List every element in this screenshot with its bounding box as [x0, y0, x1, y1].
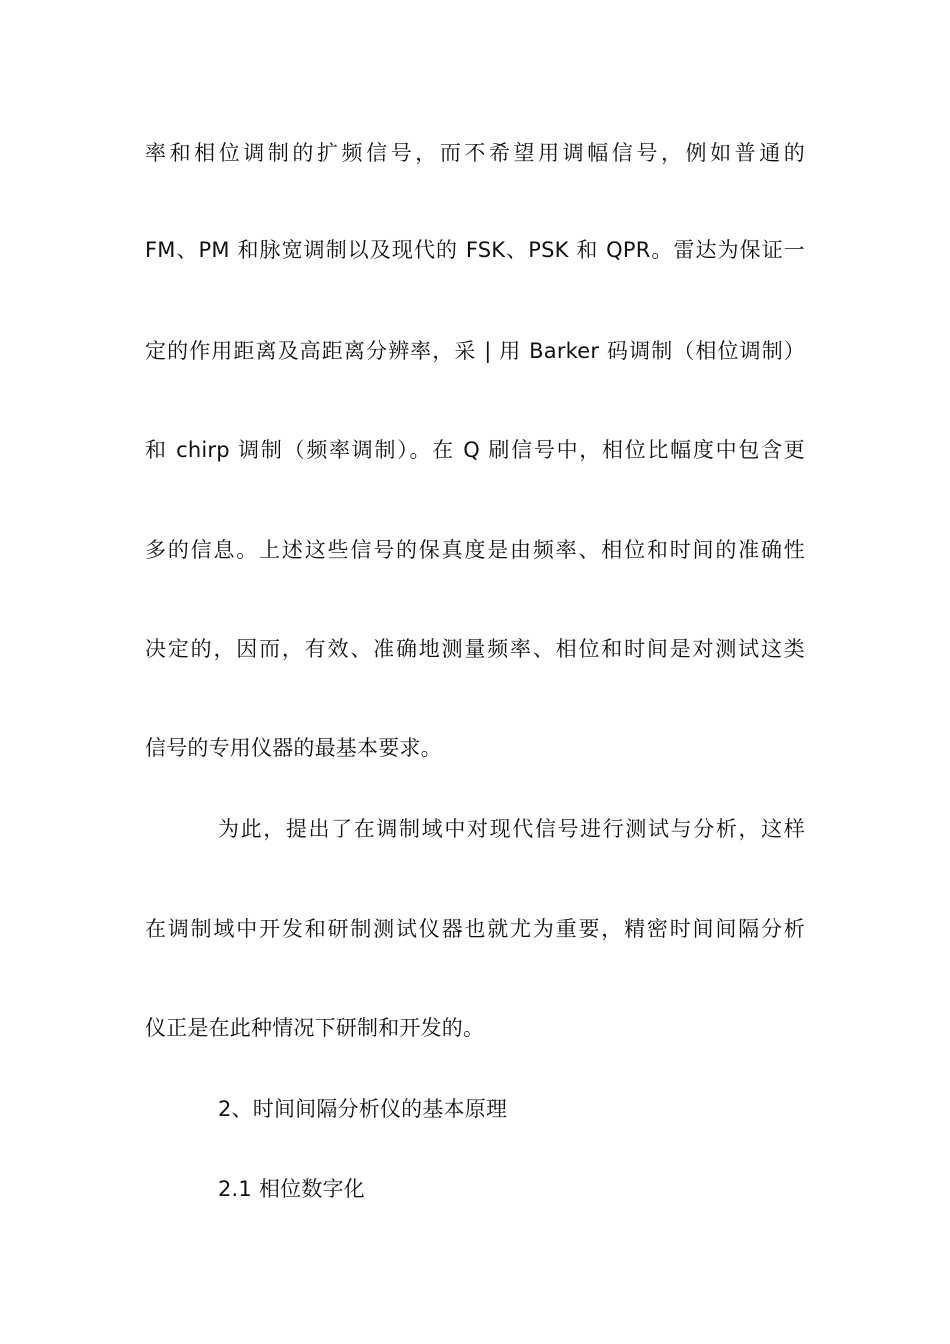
subsection-heading: 2.1 相位数字化 — [218, 1177, 365, 1201]
paragraph-2-line-3: 仪正是在此种情况下研制和开发的。 — [145, 1016, 485, 1040]
paragraph-2-line-1: 为此，提出了在调制域中对现代信号进行测试与分析，这样 — [218, 817, 805, 841]
section-heading: 2、时间间隔分析仪的基本原理 — [218, 1097, 508, 1121]
paragraph-1-line-6: 决定的，因而，有效、准确地测量频率、相位和时间是对测试这类 — [145, 637, 805, 661]
paragraph-1-line-5: 多的信息。上述这些信号的保真度是由频率、相位和时间的准确性 — [145, 538, 805, 562]
paragraph-1-line-2: FM、PM 和脉宽调制以及现代的 FSK、PSK 和 QPR。雷达为保证一 — [145, 238, 805, 262]
paragraph-1-line-7: 信号的专用仪器的最基本要求。 — [145, 736, 442, 760]
paragraph-1-line-1: 率和相位调制的扩频信号，而不希望用调幅信号，例如普通的 — [145, 141, 805, 165]
paragraph-2-line-2: 在调制域中开发和研制测试仪器也就尤为重要，精密时间间隔分析 — [145, 917, 805, 941]
paragraph-1-line-3: 定的作用距离及高距离分辨率，采 | 用 Barker 码调制（相位调制） — [145, 339, 805, 363]
paragraph-1-line-4: 和 chirp 调制（频率调制）。在 Q 刷信号中，相位比幅度中包含更 — [145, 438, 805, 462]
